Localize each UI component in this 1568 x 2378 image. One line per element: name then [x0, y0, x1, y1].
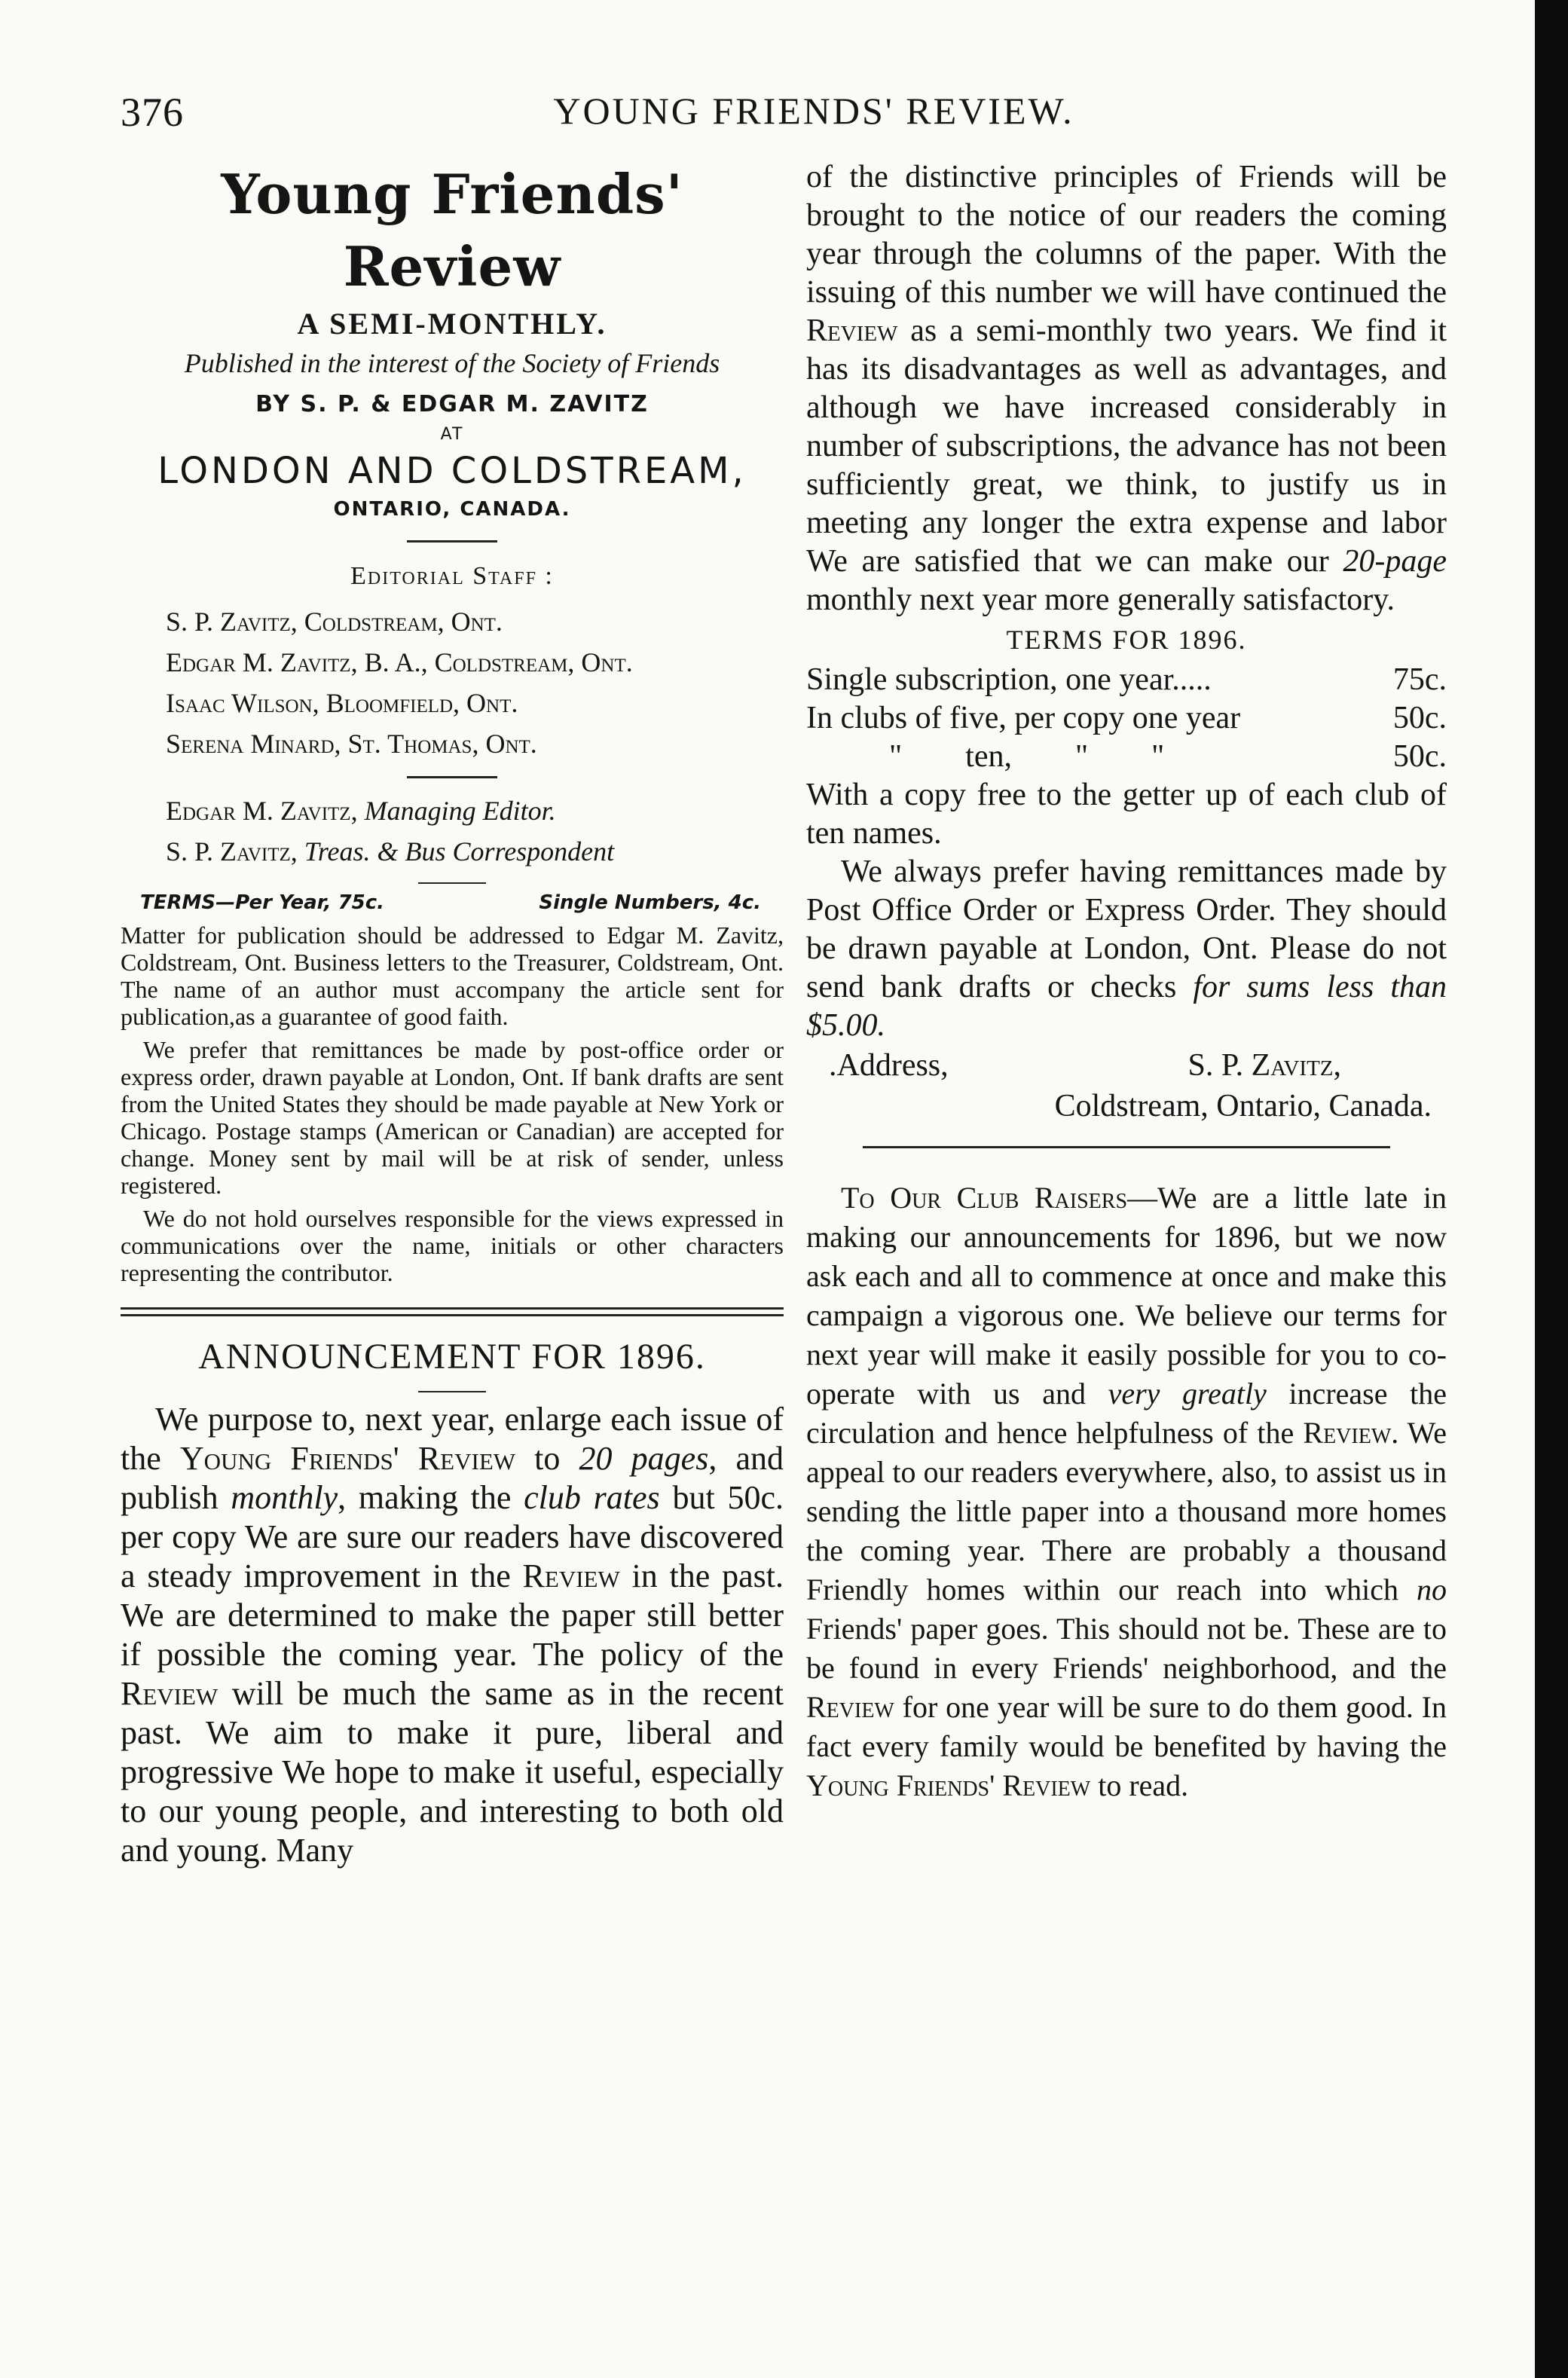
divider — [407, 776, 497, 778]
divider — [407, 540, 497, 543]
right-column — [806, 158, 1447, 1805]
notice-paragraph: We prefer that remittances be made by post-office order or express order, drawn payable at London, Ont. If bank drafts are sent from the United States they should be made payable at New York or Chicago. Postage stamps (American or Canadian) are accepted for change. Money sent by mail will be at risk of sender, unless registered. — [121, 1036, 784, 1199]
managing-editor-name: Edgar M. Zavitz, — [166, 796, 358, 826]
masthead-location: LONDON AND COLDSTREAM, — [157, 450, 747, 492]
left-column — [121, 158, 784, 1870]
page-edge-shadow — [1535, 0, 1568, 2378]
masthead-byline: BY S. P. & EDGAR M. ZAVITZ — [255, 391, 649, 417]
address-place: Coldstream, Ontario, Canada. — [1054, 1089, 1432, 1123]
publication-notices — [121, 922, 784, 1286]
editor-roles — [166, 790, 784, 872]
masthead-subtitle: A SEMI-MONTHLY. — [297, 307, 607, 341]
address-name: S. P. Zavitz, — [1187, 1048, 1341, 1083]
managing-editor-line — [166, 790, 784, 831]
rate-label: Single subscription, one year..... — [806, 662, 1212, 697]
masthead-province: ONTARIO, CANADA. — [333, 498, 571, 521]
treasurer-role: Treas. & Bus Correspondent — [304, 836, 615, 867]
address-block — [806, 1045, 1447, 1126]
rate-row — [806, 661, 1447, 699]
staff-member: S. P. Zavitz, Coldstream, Ont. — [166, 607, 503, 637]
page-header — [121, 89, 1447, 149]
announcement-body — [121, 1400, 784, 1870]
rate-note: With a copy free to the getter up of each club of ten names. — [806, 778, 1447, 851]
masthead-published: Published in the interest of the Society of Friends — [184, 348, 720, 378]
subscription-terms — [121, 891, 784, 914]
terms-per-year: TERMS—Per Year, 75c. — [140, 891, 385, 914]
running-head: YOUNG FRIENDS' REVIEW. — [553, 90, 1074, 132]
managing-editor-role: Managing Editor. — [364, 796, 556, 826]
address-line — [806, 1045, 1447, 1086]
notice-paragraph: We do not hold ourselves responsible for the views expressed in communications over the name, initials or other characters representing the contributor. — [121, 1205, 784, 1286]
announcement-paragraph: We purpose to, next year, enlarge each issue of the Young Friends' Review to 20 pages, and publish monthly, making the club rates but 50c. per copy We are sure our readers have discovered a steady improvement in the Review in the past. We are determined to make the paper still better if possible the coming year. The policy of the Review will be much the same as in the recent past. We aim to make it pure, liberal and progressive We hope to make it useful, especially to our young people, and interesting to both old and young. Many — [121, 1401, 784, 1869]
masthead-title: Young Friends' Review — [221, 162, 683, 298]
rate-row — [806, 738, 1447, 776]
announcement-title: ANNOUNCEMENT FOR 1896. — [198, 1337, 706, 1377]
club-raisers-paragraph: To Our Club Raisers—We are a little late in making our announcements for 1896, but we now ask each and all to commence at once and make this campaign a vigorous one. We believe our terms for next year will make it easily possible for you to co-operate with us and very greatly increase the circulation and hence helpfulness of the Review. We appeal to our readers everywhere, also, to assist us in sending the little paper into a thousand more homes the coming year. There are probably a thousand Friendly homes within our reach into which no Friends' paper goes. This should not be. These are to be found in every Friends' neighborhood, and the Review for one year will be sure to do them good. In fact every family would be benefited by having the Young Friends' Review to read. — [806, 1181, 1447, 1802]
divider — [863, 1146, 1390, 1148]
rate-price: 50c. — [1392, 701, 1447, 735]
rate-label: " ten, " " — [889, 739, 1165, 774]
terms-heading: TERMS FOR 1896. — [1006, 625, 1247, 655]
rate-price: 50c. — [1392, 739, 1447, 774]
address-label: .Address, — [829, 1048, 949, 1083]
staff-list — [166, 601, 784, 764]
staff-heading: Editorial Staff : — [350, 562, 554, 590]
rate-label: In clubs of five, per copy one year — [806, 701, 1241, 735]
page-number: 376 — [121, 90, 184, 135]
notice-paragraph: Matter for publication should be addressed to Edgar M. Zavitz, Coldstream, Ont. Business letters to the Treasurer, Coldstream, Ont. The name of an author must accompany the article sent for publication,as a guarantee of good faith. — [121, 922, 784, 1030]
continued-paragraph: of the distinctive principles of Friends will be brought to the notice of our readers the coming year through the columns of the paper. With the issuing of this number we will have continued the Review as a semi-monthly two years. We find it has its disadvantages as well as advantages, and although we have increased considerably in number of subscriptions, the advance has not been sufficiently great, we think, to justify us in meeting any longer the extra expense and labor We are satisfied that we can make our 20-page monthly next year more generally satisfactory. — [806, 160, 1447, 617]
treasurer-line — [166, 831, 784, 872]
staff-member: Edgar M. Zavitz, B. A., Coldstream, Ont. — [166, 647, 633, 677]
rate-row — [806, 699, 1447, 738]
staff-member: Isaac Wilson, Bloomfield, Ont. — [166, 688, 518, 718]
divider — [418, 1391, 486, 1392]
club-raisers-article — [806, 1178, 1447, 1805]
treasurer-name: S. P. Zavitz, — [166, 836, 298, 867]
masthead-at: AT — [440, 425, 464, 444]
staff-member: Serena Minard, St. Thomas, Ont. — [166, 729, 537, 759]
remittance-paragraph: We always prefer having remittances made by Post Office Order or Express Order. They should be drawn payable at London, Ont. Please do not send bank drafts or checks for sums less than $5.00. — [806, 854, 1447, 1043]
divider — [418, 882, 486, 884]
terms-single-numbers: Single Numbers, 4c. — [539, 891, 761, 914]
announcement-continued — [806, 158, 1447, 1045]
rate-price: 75c. — [1392, 662, 1447, 697]
double-rule — [121, 1307, 784, 1316]
